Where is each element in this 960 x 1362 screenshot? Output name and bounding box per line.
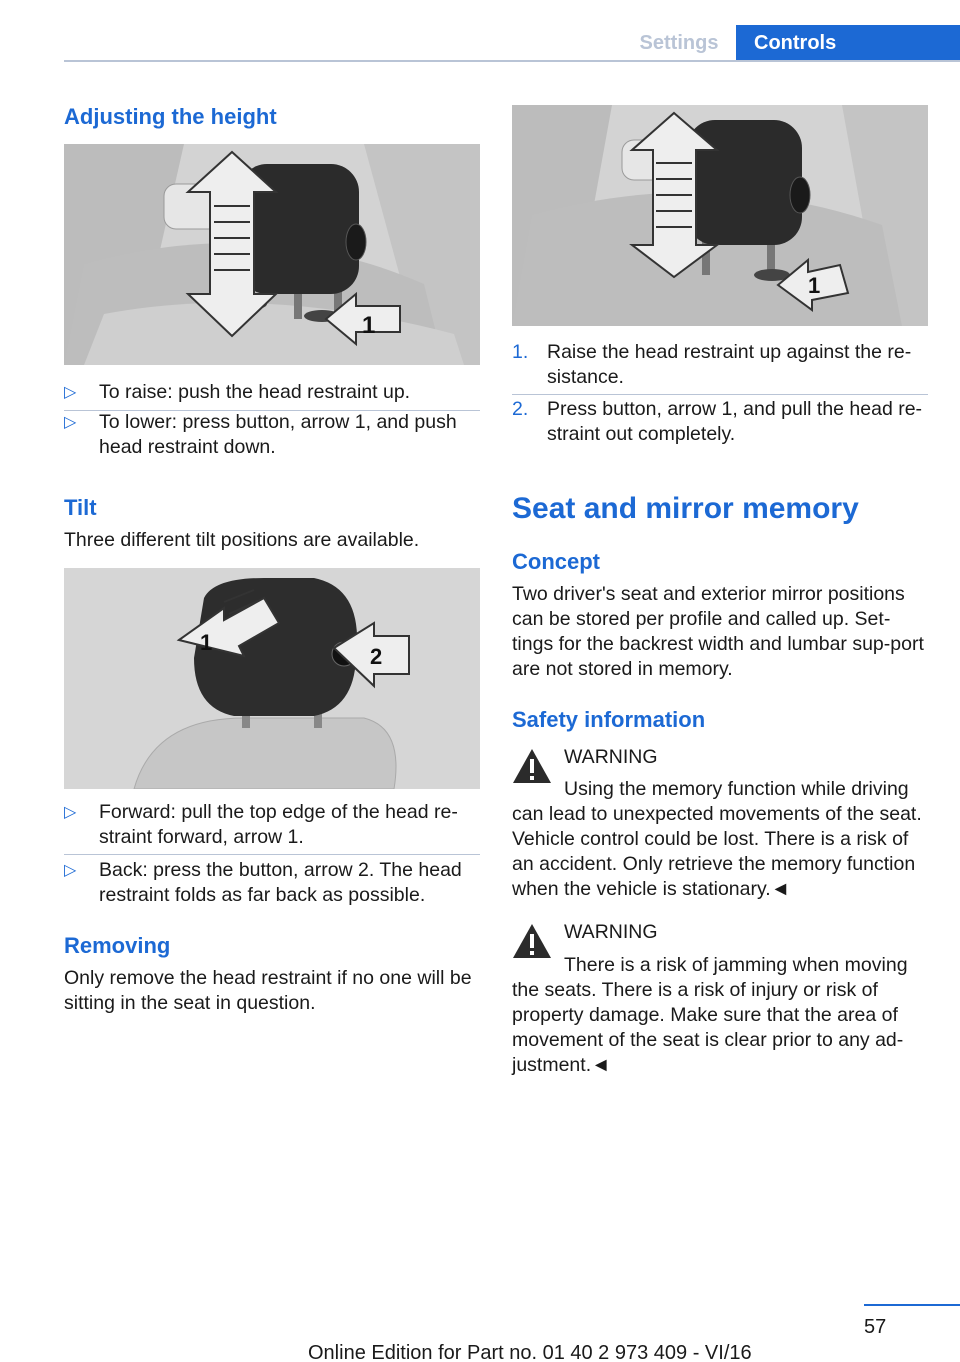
heading-adjusting-height: Adjusting the height	[64, 104, 277, 129]
list-divider	[64, 854, 480, 855]
triangle-bullet-icon: ▷	[64, 804, 77, 821]
list-item: ▷ To raise: push the head restraint up.	[64, 381, 411, 403]
warning-label: WARNING	[564, 921, 658, 943]
step-number: 2.	[512, 398, 529, 420]
figure-callout-1: 1	[808, 273, 821, 298]
heading-concept: Concept	[512, 549, 600, 574]
heading-safety-information: Safety information	[512, 707, 706, 732]
warning-text: There is a risk of jamming when moving the seats. There is a risk of injury or risk of property damage. Make sure that the area of movement of the seat is clear prior to any ad‐justment.◄	[512, 954, 908, 1076]
list-item: 1. Raise the head restraint up against the re‐sistance.	[512, 341, 912, 388]
heading-removing: Removing	[64, 933, 171, 958]
tab-settings[interactable]: Settings	[639, 31, 719, 54]
tilt-description: Three different tilt positions are available.	[64, 529, 420, 551]
list-divider	[512, 394, 928, 395]
figure-callout-1: 1	[362, 312, 376, 339]
page-number: 57	[864, 1316, 887, 1338]
figure-head-restraint-removal	[512, 105, 928, 326]
step-number: 1.	[512, 341, 529, 363]
figure-head-restraint-tilt	[64, 568, 480, 789]
figure-head-restraint-height	[64, 144, 480, 365]
footer-edition: Online Edition for Part no. 01 40 2 973 409 - VI/16	[308, 1342, 752, 1362]
list-item: ▷ Forward: pull the top edge of the head re‐straint forward, arrow 1.	[64, 801, 458, 848]
warning-label: WARNING	[564, 746, 658, 768]
list-item: 2. Press button, arrow 1, and pull the head re‐straint out completely.	[512, 398, 923, 445]
concept-description: Two driver's seat and exterior mirror positions can be stored per profile and called up. Set‐tings for the backrest width and lumbar sup‐port are not stored in memory.	[512, 583, 924, 680]
triangle-bullet-icon: ▷	[64, 384, 77, 401]
figure-callout-2: 2	[370, 644, 383, 669]
triangle-bullet-icon: ▷	[64, 414, 77, 431]
triangle-bullet-icon: ▷	[64, 862, 77, 879]
header-rule	[64, 60, 960, 62]
warning-text: Using the memory function while driving can lead to unexpected movements of the seat. Vehicle control could be lost. There is a risk of an accident. Only retrieve the memory function when the vehicle is stationary.◄	[512, 778, 922, 900]
figure-callout-1: 1	[200, 630, 213, 655]
heading-seat-mirror-memory: Seat and mirror memory	[512, 492, 859, 525]
list-item: ▷ Back: press the button, arrow 2. The head restraint folds as far back as possible.	[64, 859, 462, 906]
tab-controls[interactable]: Controls	[736, 25, 960, 61]
removing-description: Only remove the head restraint if no one will be sitting in the seat in question.	[64, 967, 472, 1014]
list-item: ▷ To lower: press button, arrow 1, and push head restraint down.	[64, 411, 457, 458]
footer-rule	[864, 1304, 960, 1306]
heading-tilt: Tilt	[64, 495, 97, 520]
